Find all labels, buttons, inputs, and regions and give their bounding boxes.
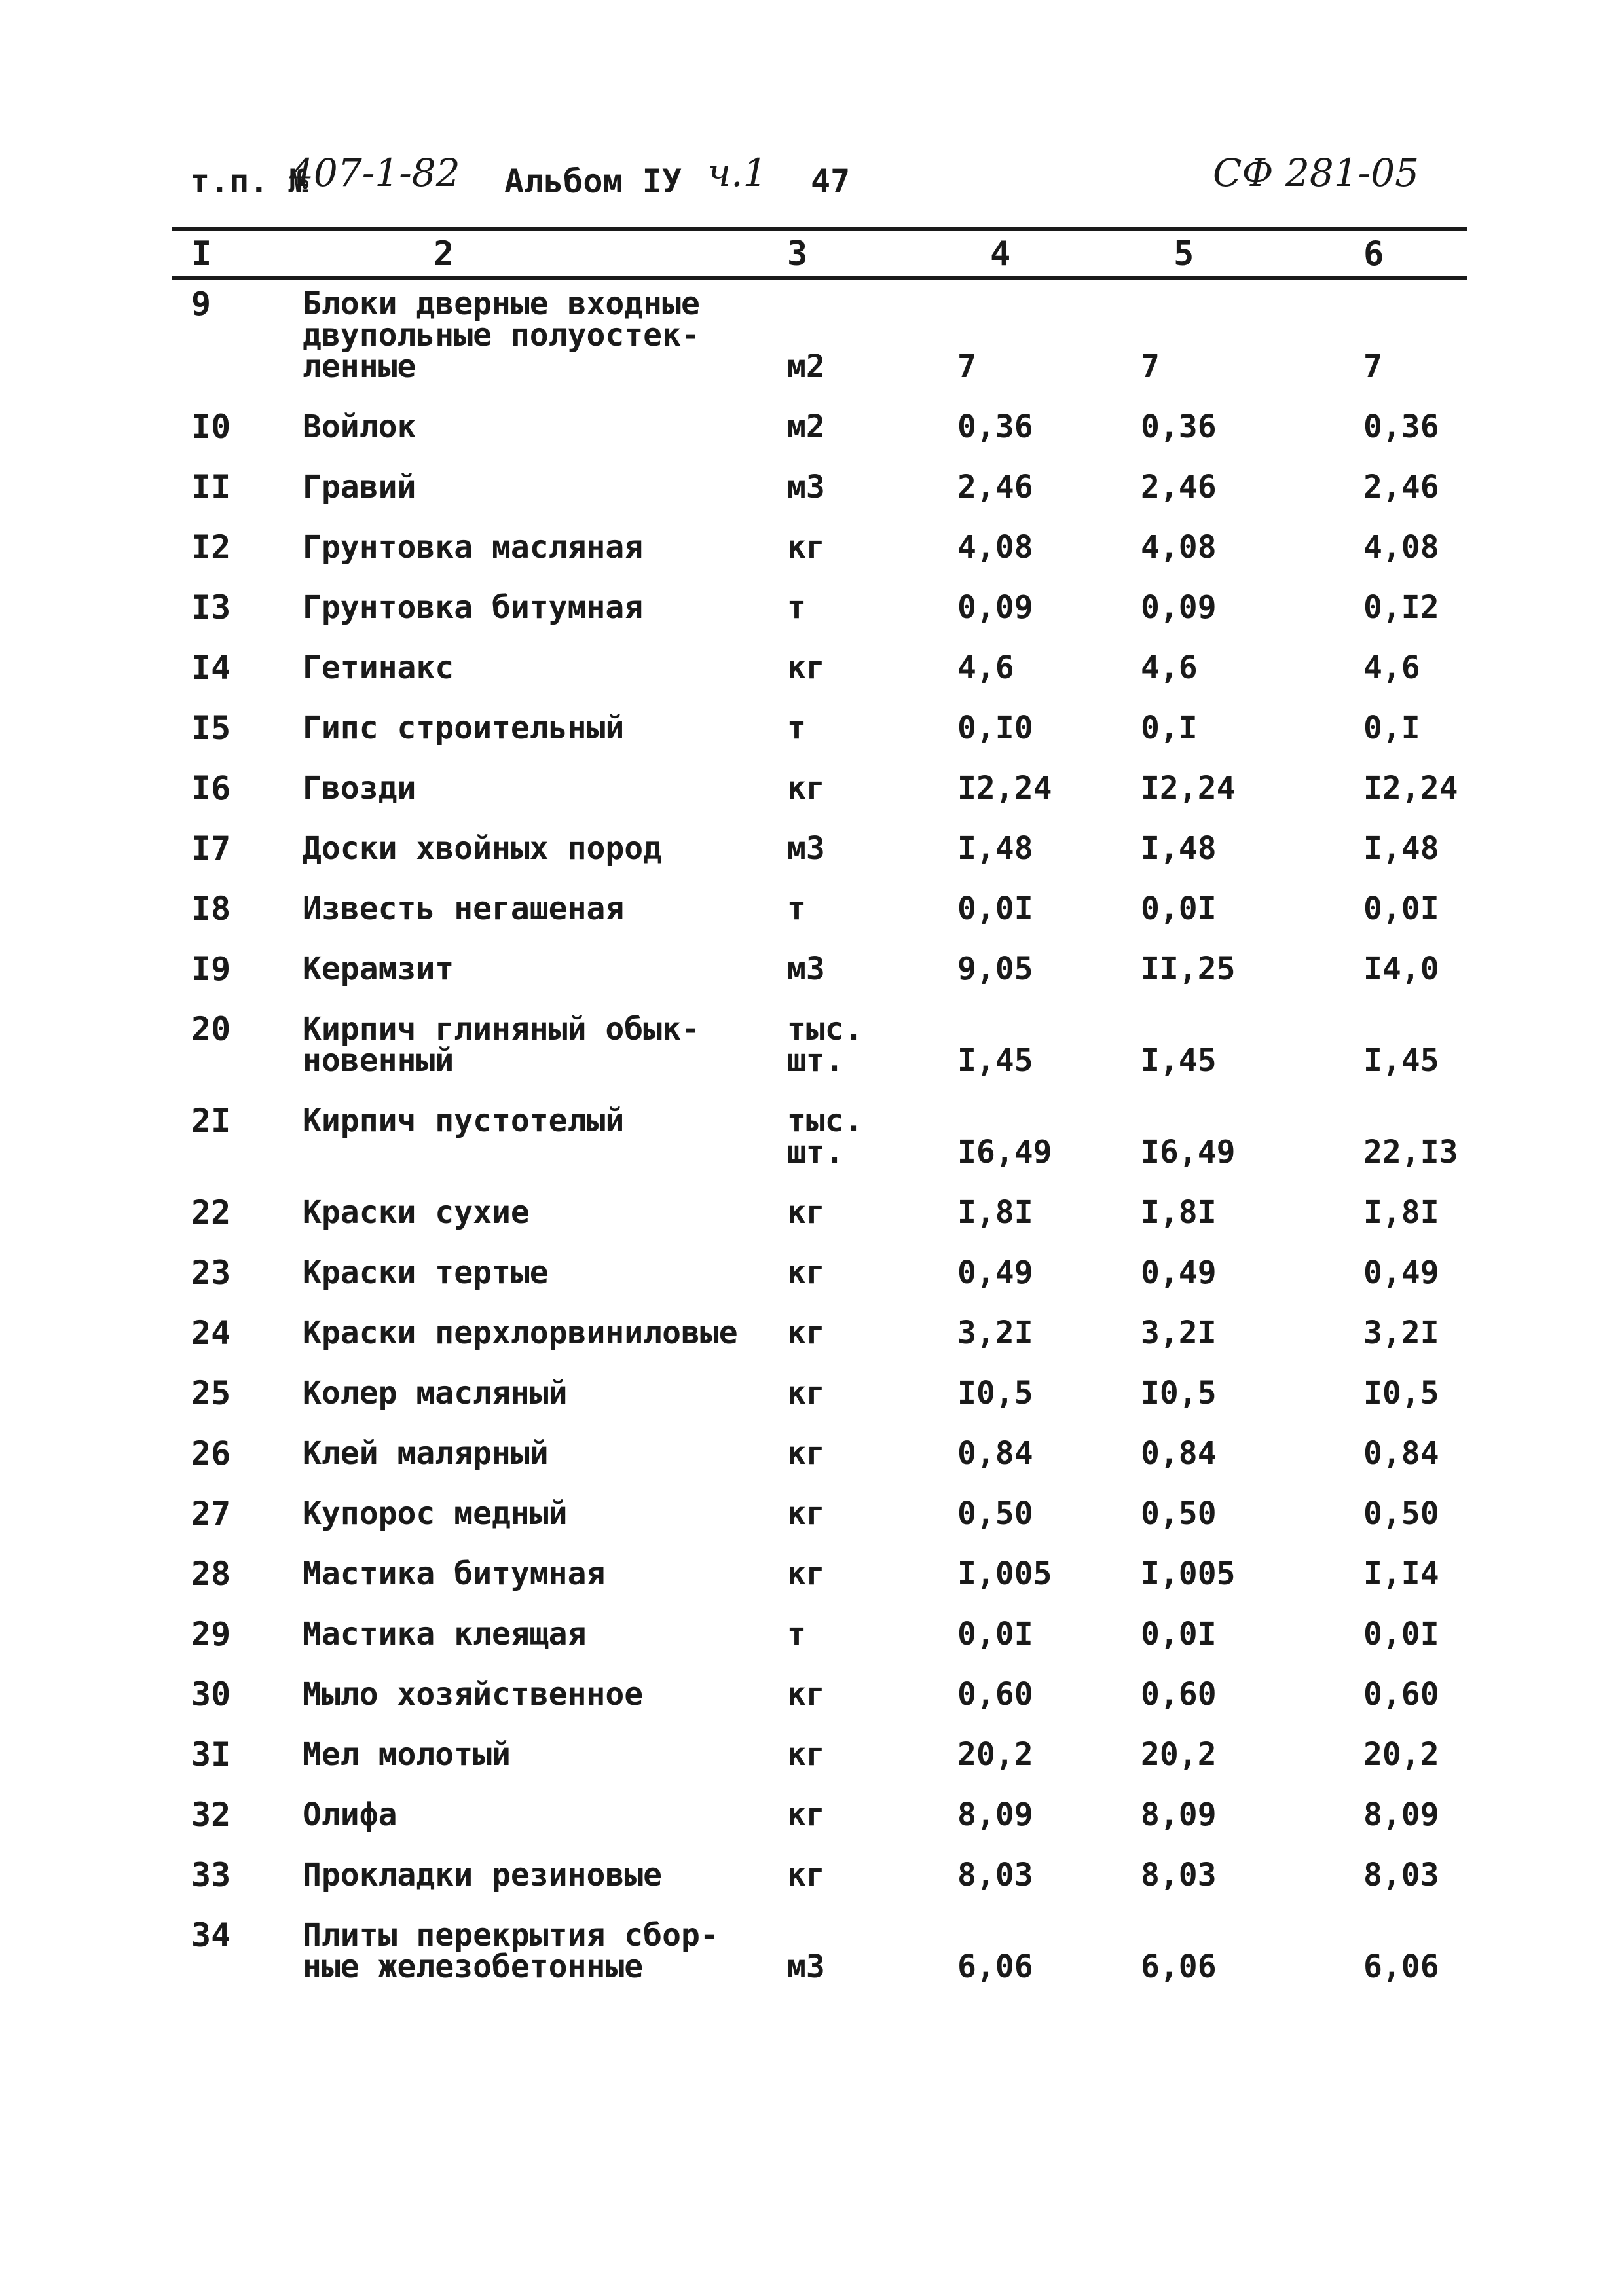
unit-of-measure: кг bbox=[787, 1315, 825, 1351]
album-label: Альбом IУ bbox=[504, 162, 682, 200]
quantity-col-5: 0,36 bbox=[1141, 409, 1217, 445]
quantity-col-6: 3,2I bbox=[1363, 1315, 1439, 1351]
unit-of-measure: кг bbox=[787, 1796, 825, 1833]
quantity-col-5: 20,2 bbox=[1141, 1736, 1217, 1773]
table-row bbox=[172, 468, 1467, 532]
row-number: I7 bbox=[191, 829, 231, 867]
row-number: 33 bbox=[191, 1856, 231, 1894]
quantity-col-4: 8,09 bbox=[957, 1796, 1033, 1833]
table-row bbox=[172, 589, 1467, 652]
table-row bbox=[172, 1010, 1467, 1105]
quantity-col-6: I,48 bbox=[1363, 830, 1439, 867]
unit-of-measure: м2 bbox=[787, 348, 825, 385]
table-row bbox=[172, 408, 1467, 471]
quantity-col-4: 0,84 bbox=[957, 1435, 1033, 1472]
material-name: Мел молотый bbox=[303, 1736, 511, 1773]
row-number: 28 bbox=[191, 1555, 231, 1593]
table-row bbox=[172, 285, 1467, 411]
quantity-col-5: I,8I bbox=[1141, 1194, 1217, 1231]
material-name: Гипс строительный bbox=[303, 710, 625, 746]
quantity-col-5: I0,5 bbox=[1141, 1375, 1217, 1412]
table-row bbox=[172, 1434, 1467, 1498]
unit-of-measure: кг bbox=[787, 1676, 825, 1713]
quantity-col-6: 4,6 bbox=[1363, 649, 1420, 686]
quantity-col-5: 8,03 bbox=[1141, 1857, 1217, 1893]
quantity-col-6: I,8I bbox=[1363, 1194, 1439, 1231]
quantity-col-6: I0,5 bbox=[1363, 1375, 1439, 1412]
quantity-col-4: I2,24 bbox=[957, 770, 1052, 807]
column-number: 2 bbox=[434, 234, 454, 274]
quantity-col-4: 0,0I bbox=[957, 1616, 1033, 1652]
row-number: 26 bbox=[191, 1434, 231, 1472]
row-number: I0 bbox=[191, 408, 231, 446]
quantity-col-4: 0,50 bbox=[957, 1495, 1033, 1532]
table-row bbox=[172, 1102, 1467, 1197]
quantity-col-5: I,005 bbox=[1141, 1556, 1236, 1592]
quantity-col-6: 2,46 bbox=[1363, 469, 1439, 505]
column-number: 5 bbox=[1173, 234, 1194, 274]
unit-of-measure: кг bbox=[787, 1495, 825, 1532]
page-number: 47 bbox=[811, 162, 851, 200]
table-row bbox=[172, 1916, 1467, 2011]
table-row bbox=[172, 1675, 1467, 1739]
unit-of-measure: м3 bbox=[787, 1948, 825, 1985]
material-name: Доски хвойных пород bbox=[303, 830, 663, 867]
quantity-col-4: 0,49 bbox=[957, 1254, 1033, 1291]
quantity-col-4: 2,46 bbox=[957, 469, 1033, 505]
quantity-col-4: 0,I0 bbox=[957, 710, 1033, 746]
quantity-col-5: 0,0I bbox=[1141, 890, 1217, 927]
quantity-col-6: 0,36 bbox=[1363, 409, 1439, 445]
quantity-col-6: 4,08 bbox=[1363, 529, 1439, 566]
row-number: 32 bbox=[191, 1796, 231, 1834]
quantity-col-6: 0,I2 bbox=[1363, 589, 1439, 626]
table-row bbox=[172, 1796, 1467, 1859]
row-number: 2I bbox=[191, 1102, 231, 1140]
quantity-col-5: 3,2I bbox=[1141, 1315, 1217, 1351]
table-row bbox=[172, 950, 1467, 1013]
quantity-col-4: 4,08 bbox=[957, 529, 1033, 566]
table-row bbox=[172, 1374, 1467, 1438]
quantity-col-4: 0,60 bbox=[957, 1676, 1033, 1713]
row-number: II bbox=[191, 468, 231, 506]
row-number: I5 bbox=[191, 709, 231, 747]
row-number: 20 bbox=[191, 1010, 231, 1048]
quantity-col-6: 7 bbox=[1363, 348, 1382, 385]
row-number: I4 bbox=[191, 649, 231, 687]
material-name: Краски тертые bbox=[303, 1254, 549, 1291]
unit-of-measure: кг bbox=[787, 529, 825, 566]
quantity-col-5: 0,09 bbox=[1141, 589, 1217, 626]
quantity-col-6: 0,60 bbox=[1363, 1676, 1439, 1713]
unit-of-measure: м2 bbox=[787, 409, 825, 445]
quantity-col-6: 0,I bbox=[1363, 710, 1420, 746]
quantity-col-5: I6,49 bbox=[1141, 1134, 1236, 1171]
quantity-col-5: 8,09 bbox=[1141, 1796, 1217, 1833]
quantity-col-4: 7 bbox=[957, 348, 976, 385]
column-number: 4 bbox=[990, 234, 1011, 274]
row-number: 27 bbox=[191, 1495, 231, 1533]
quantity-col-4: 20,2 bbox=[957, 1736, 1033, 1773]
unit-of-measure: кг bbox=[787, 649, 825, 686]
unit-of-measure: м3 bbox=[787, 951, 825, 987]
table-row bbox=[172, 1736, 1467, 1799]
table-row bbox=[172, 649, 1467, 712]
quantity-col-5: 6,06 bbox=[1141, 1948, 1217, 1985]
material-name: Известь негашеная bbox=[303, 890, 625, 927]
material-name: Мыло хозяйственное bbox=[303, 1676, 644, 1713]
page-header bbox=[190, 151, 1473, 210]
material-name: Гравий bbox=[303, 469, 416, 505]
quantity-col-6: I,I4 bbox=[1363, 1556, 1439, 1592]
row-number: I8 bbox=[191, 890, 231, 928]
quantity-col-6: 0,49 bbox=[1363, 1254, 1439, 1291]
quantity-col-6: 8,09 bbox=[1363, 1796, 1439, 1833]
material-name: Прокладки резиновые bbox=[303, 1857, 663, 1893]
table-row bbox=[172, 1314, 1467, 1377]
table-row bbox=[172, 1555, 1467, 1618]
materials-table bbox=[172, 285, 1467, 2011]
table-row bbox=[172, 709, 1467, 773]
material-name: Плиты перекрытия сбор- ные железобетонные bbox=[303, 1917, 719, 1985]
unit-of-measure: т bbox=[787, 890, 806, 927]
quantity-col-4: 8,03 bbox=[957, 1857, 1033, 1893]
quantity-col-4: I,45 bbox=[957, 1042, 1033, 1079]
quantity-col-6: 0,0I bbox=[1363, 890, 1439, 927]
quantity-col-5: I,45 bbox=[1141, 1042, 1217, 1079]
quantity-col-5: 0,50 bbox=[1141, 1495, 1217, 1532]
unit-of-measure: кг bbox=[787, 1857, 825, 1893]
row-number: I6 bbox=[191, 769, 231, 807]
unit-of-measure: т bbox=[787, 1616, 806, 1652]
quantity-col-5: 2,46 bbox=[1141, 469, 1217, 505]
unit-of-measure: кг bbox=[787, 770, 825, 807]
unit-of-measure: тыс. шт. bbox=[787, 1011, 863, 1079]
row-number: I2 bbox=[191, 528, 231, 566]
unit-of-measure: кг bbox=[787, 1254, 825, 1291]
table-row bbox=[172, 1194, 1467, 1257]
row-number: 9 bbox=[191, 285, 212, 323]
quantity-col-5: 4,08 bbox=[1141, 529, 1217, 566]
quantity-col-6: I,45 bbox=[1363, 1042, 1439, 1079]
quantity-col-6: 22,I3 bbox=[1363, 1134, 1458, 1171]
unit-of-measure: м3 bbox=[787, 830, 825, 867]
quantity-col-4: 6,06 bbox=[957, 1948, 1033, 1985]
quantity-col-4: 9,05 bbox=[957, 951, 1033, 987]
quantity-col-6: 0,84 bbox=[1363, 1435, 1439, 1472]
material-name: Кирпич глиняный обык- новенный bbox=[303, 1011, 700, 1079]
quantity-col-5: 0,I bbox=[1141, 710, 1198, 746]
row-number: 25 bbox=[191, 1374, 231, 1412]
material-name: Гвозди bbox=[303, 770, 416, 807]
row-number: 22 bbox=[191, 1194, 231, 1231]
unit-of-measure: тыс. шт. bbox=[787, 1102, 863, 1171]
material-name: Керамзит bbox=[303, 951, 454, 987]
material-name: Войлок bbox=[303, 409, 416, 445]
quantity-col-4: 0,09 bbox=[957, 589, 1033, 626]
material-name: Краски сухие bbox=[303, 1194, 530, 1231]
quantity-col-5: 4,6 bbox=[1141, 649, 1198, 686]
table-row bbox=[172, 1495, 1467, 1558]
sheet-code: СФ 281-05 bbox=[1213, 151, 1420, 195]
material-name: Мастика клеящая bbox=[303, 1616, 587, 1652]
row-number: I9 bbox=[191, 950, 231, 988]
quantity-col-4: 4,6 bbox=[957, 649, 1014, 686]
quantity-col-4: I0,5 bbox=[957, 1375, 1033, 1412]
table-row bbox=[172, 1254, 1467, 1317]
row-number: I3 bbox=[191, 589, 231, 627]
quantity-col-4: 3,2I bbox=[957, 1315, 1033, 1351]
row-number: 30 bbox=[191, 1675, 231, 1713]
material-name: Кирпич пустотелый bbox=[303, 1102, 625, 1139]
quantity-col-5: 0,60 bbox=[1141, 1676, 1217, 1713]
material-name: Олифа bbox=[303, 1796, 397, 1833]
quantity-col-6: 8,03 bbox=[1363, 1857, 1439, 1893]
quantity-col-5: I,48 bbox=[1141, 830, 1217, 867]
quantity-col-6: 0,50 bbox=[1363, 1495, 1439, 1532]
project-number: 407-1-82 bbox=[289, 151, 460, 195]
table-row bbox=[172, 829, 1467, 893]
row-number: 24 bbox=[191, 1314, 231, 1352]
quantity-col-6: I4,0 bbox=[1363, 951, 1439, 987]
table-row bbox=[172, 890, 1467, 953]
row-number: 23 bbox=[191, 1254, 231, 1292]
quantity-col-4: 0,36 bbox=[957, 409, 1033, 445]
quantity-col-4: I,48 bbox=[957, 830, 1033, 867]
quantity-col-6: 6,06 bbox=[1363, 1948, 1439, 1985]
column-number: 3 bbox=[787, 234, 808, 274]
unit-of-measure: т bbox=[787, 589, 806, 626]
unit-of-measure: кг bbox=[787, 1556, 825, 1592]
material-name: Грунтовка битумная bbox=[303, 589, 644, 626]
column-number: 6 bbox=[1363, 234, 1384, 274]
quantity-col-4: I6,49 bbox=[957, 1134, 1052, 1171]
material-name: Мастика битумная bbox=[303, 1556, 606, 1592]
quantity-col-4: 0,0I bbox=[957, 890, 1033, 927]
unit-of-measure: т bbox=[787, 710, 806, 746]
material-name: Краски перхлорвиниловые bbox=[303, 1315, 738, 1351]
material-name: Блоки дверные входные двупольные полуостек- ленные bbox=[303, 285, 700, 385]
doc-prefix: т.п. № bbox=[190, 162, 308, 200]
material-name: Гетинакс bbox=[303, 649, 454, 686]
quantity-col-5: II,25 bbox=[1141, 951, 1236, 987]
material-name: Грунтовка масляная bbox=[303, 529, 644, 566]
quantity-col-5: 0,49 bbox=[1141, 1254, 1217, 1291]
column-number-row bbox=[172, 230, 1467, 274]
part-label: ч.1 bbox=[707, 151, 767, 195]
table-row bbox=[172, 1615, 1467, 1679]
table-row bbox=[172, 769, 1467, 833]
quantity-col-6: 0,0I bbox=[1363, 1616, 1439, 1652]
unit-of-measure: кг bbox=[787, 1435, 825, 1472]
table-row bbox=[172, 1856, 1467, 1920]
material-name: Клей малярный bbox=[303, 1435, 549, 1472]
table-header-rule bbox=[172, 276, 1467, 280]
unit-of-measure: м3 bbox=[787, 469, 825, 505]
row-number: 3I bbox=[191, 1736, 231, 1774]
quantity-col-6: 20,2 bbox=[1363, 1736, 1439, 1773]
quantity-col-6: I2,24 bbox=[1363, 770, 1458, 807]
row-number: 29 bbox=[191, 1615, 231, 1653]
quantity-col-5: 0,0I bbox=[1141, 1616, 1217, 1652]
quantity-col-5: 7 bbox=[1141, 348, 1160, 385]
material-name: Колер масляный bbox=[303, 1375, 568, 1412]
row-number: 34 bbox=[191, 1916, 231, 1954]
quantity-col-5: I2,24 bbox=[1141, 770, 1236, 807]
unit-of-measure: кг bbox=[787, 1375, 825, 1412]
unit-of-measure: кг bbox=[787, 1736, 825, 1773]
unit-of-measure: кг bbox=[787, 1194, 825, 1231]
table-row bbox=[172, 528, 1467, 592]
column-number: I bbox=[191, 234, 212, 274]
quantity-col-4: I,8I bbox=[957, 1194, 1033, 1231]
material-name: Купорос медный bbox=[303, 1495, 568, 1532]
quantity-col-5: 0,84 bbox=[1141, 1435, 1217, 1472]
quantity-col-4: I,005 bbox=[957, 1556, 1052, 1592]
